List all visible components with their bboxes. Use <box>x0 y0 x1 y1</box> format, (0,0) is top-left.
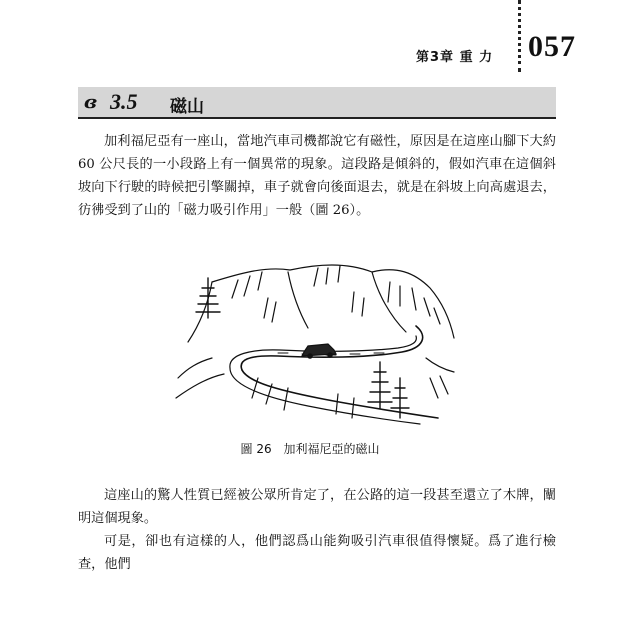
running-header: 第3章 重 力 <box>416 50 494 65</box>
magnetic-mountain-illustration <box>168 258 456 426</box>
body-paragraph: 可是，卻也有這樣的人，他們認爲山能夠吸引汽車很值得懷疑。爲了進行檢查，他們 <box>78 534 556 572</box>
section-number: 3.5 <box>110 89 138 114</box>
section-title: 磁山 <box>170 97 204 117</box>
figure-caption <box>0 440 620 457</box>
body-paragraph: 加利福尼亞有一座山，當地汽車司機都說它有磁性，原因是在這座山腳下大約 60 公尺長的一小段路上有一個異常的現象。這段路是傾斜的，假如汽車在這個斜坡向下行駛的時候把引擎關掉，車子就會向後面退去，就是在斜坡上向高處退去，彷彿受到了山的「磁力吸引作用」一般（圖 26）。 <box>78 134 556 218</box>
header-dotted-rule <box>518 0 521 72</box>
figure-label: 圖 26 <box>240 442 272 456</box>
section-heading <box>78 87 556 119</box>
figure-caption-text: 加利福尼亞的磁山 <box>283 442 380 456</box>
page-number: 057 <box>528 30 576 63</box>
body-paragraph: 這座山的驚人性質已經被公眾所肯定了，在公路的這一段甚至還立了木牌，闡明這個現象。 <box>78 488 556 526</box>
section-ornament-icon: ɞ <box>84 92 97 113</box>
